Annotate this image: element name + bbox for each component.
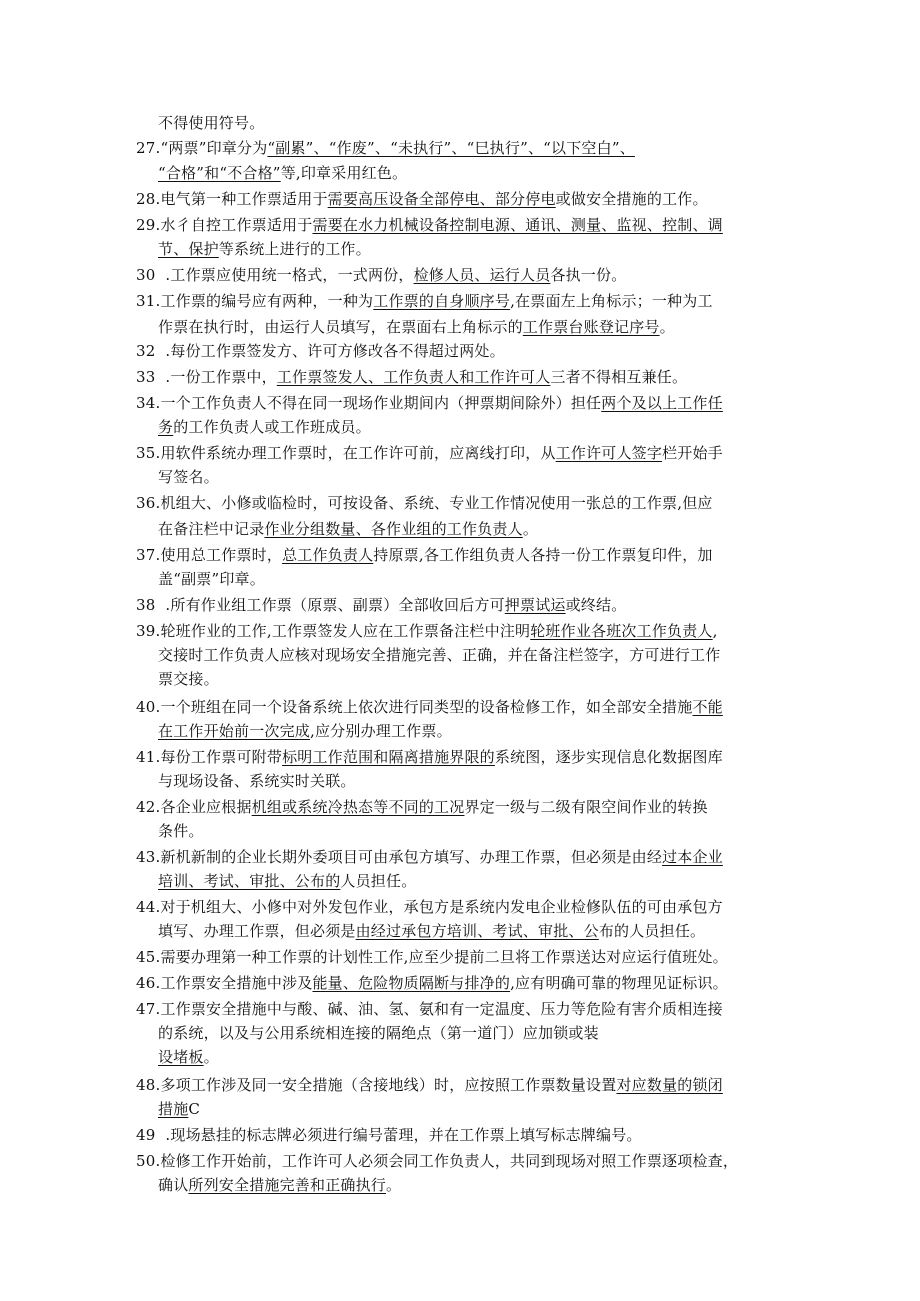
text-line: [158, 466, 219, 488]
text-segment: 。: [203, 1048, 219, 1066]
text-line: [136, 137, 635, 159]
text-segment: 不得使用符号。: [158, 114, 265, 132]
text-line: [136, 998, 723, 1020]
text-segment: ,: [712, 622, 718, 640]
text-line: [136, 290, 713, 312]
text-line: [158, 416, 371, 438]
text-line: [136, 1150, 738, 1172]
underlined-answer: 需要在水力机械设备控制电源、通讯、测量、监视、控制、调: [312, 216, 723, 234]
text-segment: ,在票面左上角标示；一种为工: [510, 292, 713, 310]
text-segment: 44.对于机组大、小修中对外发包作业，承包方是系统内发电企业检修队伍的可由承包方: [136, 898, 723, 916]
text-segment: 等系统上进行的工作。: [218, 240, 371, 258]
text-segment: 票交接。: [158, 670, 219, 688]
text-segment: 的系统，以及与公用系统相连接的隔绝点（第一道门）应加锁或装: [158, 1024, 599, 1042]
underlined-answer: 押票试运: [504, 596, 566, 614]
text-line: [136, 492, 713, 514]
text-segment: 50.检修工作开始前，工作许可人必须会同工作负责人，共同到现场对照工作票逐项检查，: [136, 1152, 739, 1170]
text-line: [136, 544, 713, 566]
text-segment: 27.“两票”印章分为: [136, 139, 268, 157]
text-segment: 填写、办理工作票，但必须是: [158, 922, 356, 940]
text-line: [158, 518, 538, 540]
underlined-answer: 总工作负责人: [282, 546, 374, 564]
underlined-answer: 对应数量的锁闭: [616, 1076, 723, 1094]
underlined-answer: 在工作开始前一次完成: [158, 722, 311, 740]
underlined-answer: 节、保护: [158, 240, 219, 258]
underlined-answer: 标明工作范围和隔离措施界限的: [282, 748, 495, 766]
text-line: [158, 770, 356, 792]
text-line: [136, 620, 718, 642]
text-segment: 。: [386, 1176, 402, 1194]
text-line: [158, 1174, 401, 1196]
underlined-answer: “合格”和“不合格”: [158, 164, 281, 182]
underlined-answer: 作业分组数量、各作业组的工作负责人: [264, 520, 523, 538]
text-line: [136, 1074, 723, 1096]
text-line: [136, 1124, 642, 1146]
underlined-answer: 由经过承包方培训、考试、审批、公: [355, 922, 599, 940]
text-line: [158, 1046, 219, 1068]
underlined-answer: “副累”、“作废”、“未执行”、“巳执行”、“以下空白”、: [267, 139, 635, 157]
text-segment: 36.机组大、小修或临检时，可按设备、系统、专业工作情况使用一张总的工作票,但应: [136, 494, 713, 512]
text-segment: 31.工作票的编号应有两种，一种为: [136, 292, 374, 310]
text-line: [158, 644, 720, 666]
text-segment: 交接时工作负责人应核对现场安全措施完善、正确，并在备注栏签字，方可进行工作: [158, 646, 721, 664]
text-line: [136, 796, 708, 818]
text-segment: 。: [522, 520, 539, 538]
text-segment: 三者不得相互兼任。: [550, 368, 688, 386]
text-segment: 37.使用总工作票时，: [136, 546, 283, 564]
text-line: [158, 870, 416, 892]
underlined-answer: 不能: [692, 698, 723, 716]
text-segment: 33 .一份工作票中，: [136, 368, 277, 386]
underlined-answer: 设堵板: [158, 1048, 204, 1066]
text-line: [158, 820, 204, 842]
text-line: [136, 392, 723, 414]
text-line: [136, 594, 626, 616]
text-line: [158, 1022, 599, 1044]
text-segment: C: [188, 1100, 201, 1118]
text-line: [136, 972, 728, 994]
text-segment: 持原票,各工作组负责人各持一份工作票复印件，加: [373, 546, 713, 564]
text-segment: 30 .工作票应使用统一格式，一式两份，: [136, 266, 414, 284]
text-segment: 在备注栏中记录: [158, 520, 265, 538]
text-segment: 41.每份工作票可附带: [136, 748, 283, 766]
text-line: [158, 568, 265, 590]
underlined-answer: 过本企业: [662, 848, 723, 866]
text-segment: 29.水彳自控工作票适用于: [136, 216, 313, 234]
text-segment: 38 .所有作业组工作票（原票、副票）全部收回后方可: [136, 596, 505, 614]
text-line: [158, 316, 675, 338]
text-segment: 界定一级与二级有限空间作业的转换: [464, 798, 708, 816]
text-segment: 45.需要办理第一种工作票的计划性工作,应至少提前二旦将工作票送达对应运行值班处。: [136, 948, 728, 966]
text-segment: 。: [659, 318, 675, 336]
text-segment: 39.轮班作业的工作,工作票签发人应在工作票备注栏中注明: [136, 622, 531, 640]
text-line: [158, 668, 219, 690]
underlined-answer: 两个及以上工作任: [601, 394, 723, 412]
text-line: [136, 696, 723, 718]
text-line: [136, 846, 723, 868]
underlined-answer: 轮班作业各班次工作负责人: [530, 622, 713, 640]
text-line: [158, 112, 264, 134]
underlined-answer: 需要高压设备全部停电、部分停电: [327, 190, 556, 208]
text-segment: 与现场设备、系统实时关联。: [158, 772, 356, 790]
text-segment: 各执一份。: [550, 266, 627, 284]
text-line: [136, 366, 687, 388]
underlined-answer: 机组或系统冷热态等不同的工况: [251, 798, 465, 816]
underlined-answer: 措施: [158, 1100, 189, 1118]
text-line: [136, 264, 626, 286]
text-line: [136, 746, 723, 768]
text-line: [158, 238, 371, 260]
underlined-answer: 工作票签发人、工作负责人和工作许可人: [276, 368, 551, 386]
underlined-answer: 能量、危险物质隔断与排净的: [312, 974, 511, 992]
text-segment: 布的人员担任。: [598, 922, 706, 940]
text-line: [136, 442, 723, 464]
text-line: [136, 946, 728, 968]
text-segment: 或终结。: [565, 596, 627, 614]
text-segment: 40.一个班组在同一个设备系统上依次进行同类型的设备检修工作，如全部安全措施: [136, 698, 693, 716]
text-segment: 写签名。: [158, 468, 219, 486]
text-segment: 48.多项工作涉及同一安全措施（含接地线）时，应按照工作票数量设置: [136, 1076, 617, 1094]
text-segment: 35.用软件系统办理工作票时，在工作许可前，应离线打印，从: [136, 444, 556, 462]
underlined-answer: 所列安全措施完善和正确执行: [188, 1176, 387, 1194]
underlined-answer: 工作票台账登记序号: [522, 318, 660, 336]
text-segment: ,应分别办理工作票。: [310, 722, 452, 740]
text-line: [158, 1098, 200, 1120]
underlined-answer: 工作许可人签字: [555, 444, 663, 462]
text-segment: 46.工作票安全措施中涉及: [136, 974, 313, 992]
text-line: [136, 896, 723, 918]
text-segment: 47.工作票安全措施中与酸、碱、油、氢、氨和有一定温度、压力等危险有害介质相连接: [136, 1000, 723, 1018]
text-line: [136, 214, 723, 236]
text-segment: 确认: [158, 1176, 189, 1194]
underlined-answer: 检修人员、运行人员: [413, 266, 551, 284]
text-segment: ,应有明确可靠的物理见证标识。: [510, 974, 728, 992]
text-segment: 32 .每份工作票签发方、许可方修改各不得超过两处。: [136, 342, 505, 360]
text-segment: 系统图，逐步实现信息化数据图库: [494, 748, 723, 766]
text-line: [158, 162, 407, 184]
text-segment: 42.各企业应根据: [136, 798, 252, 816]
text-line: [158, 920, 705, 942]
text-line: [136, 188, 708, 210]
text-segment: 34.一个工作负责人不得在同一现场作业期间内（押票期间除外）担任: [136, 394, 602, 412]
text-segment: 或做安全措施的工作。: [555, 190, 708, 208]
text-line: [136, 340, 505, 362]
text-segment: 盖“副票”印章。: [158, 570, 265, 588]
text-segment: 条件。: [158, 822, 204, 840]
text-segment: 等,印章采用红色。: [280, 164, 408, 182]
underlined-answer: 培训、考试、审批、公布的: [158, 872, 341, 890]
text-segment: 28.电气第一种工作票适用于: [136, 190, 328, 208]
text-segment: 49 .现场悬挂的标志牌必须进行编号蕾理，并在工作票上填写标志牌编号。: [136, 1126, 642, 1144]
text-line: [158, 720, 452, 742]
underlined-answer: 工作票的自身顺序号: [373, 292, 511, 310]
underlined-answer: 务: [158, 418, 174, 436]
text-segment: 栏开始手: [662, 444, 723, 462]
text-segment: 43.新机新制的企业长期外委项目可由承包方填写、办理工作票，但必须是由经: [136, 848, 663, 866]
text-segment: 的工作负责人或工作班成员。: [173, 418, 371, 436]
text-segment: 人员担任。: [340, 872, 417, 890]
text-segment: 作票在执行时，由运行人员填写，在票面右上角标示的: [158, 318, 523, 336]
